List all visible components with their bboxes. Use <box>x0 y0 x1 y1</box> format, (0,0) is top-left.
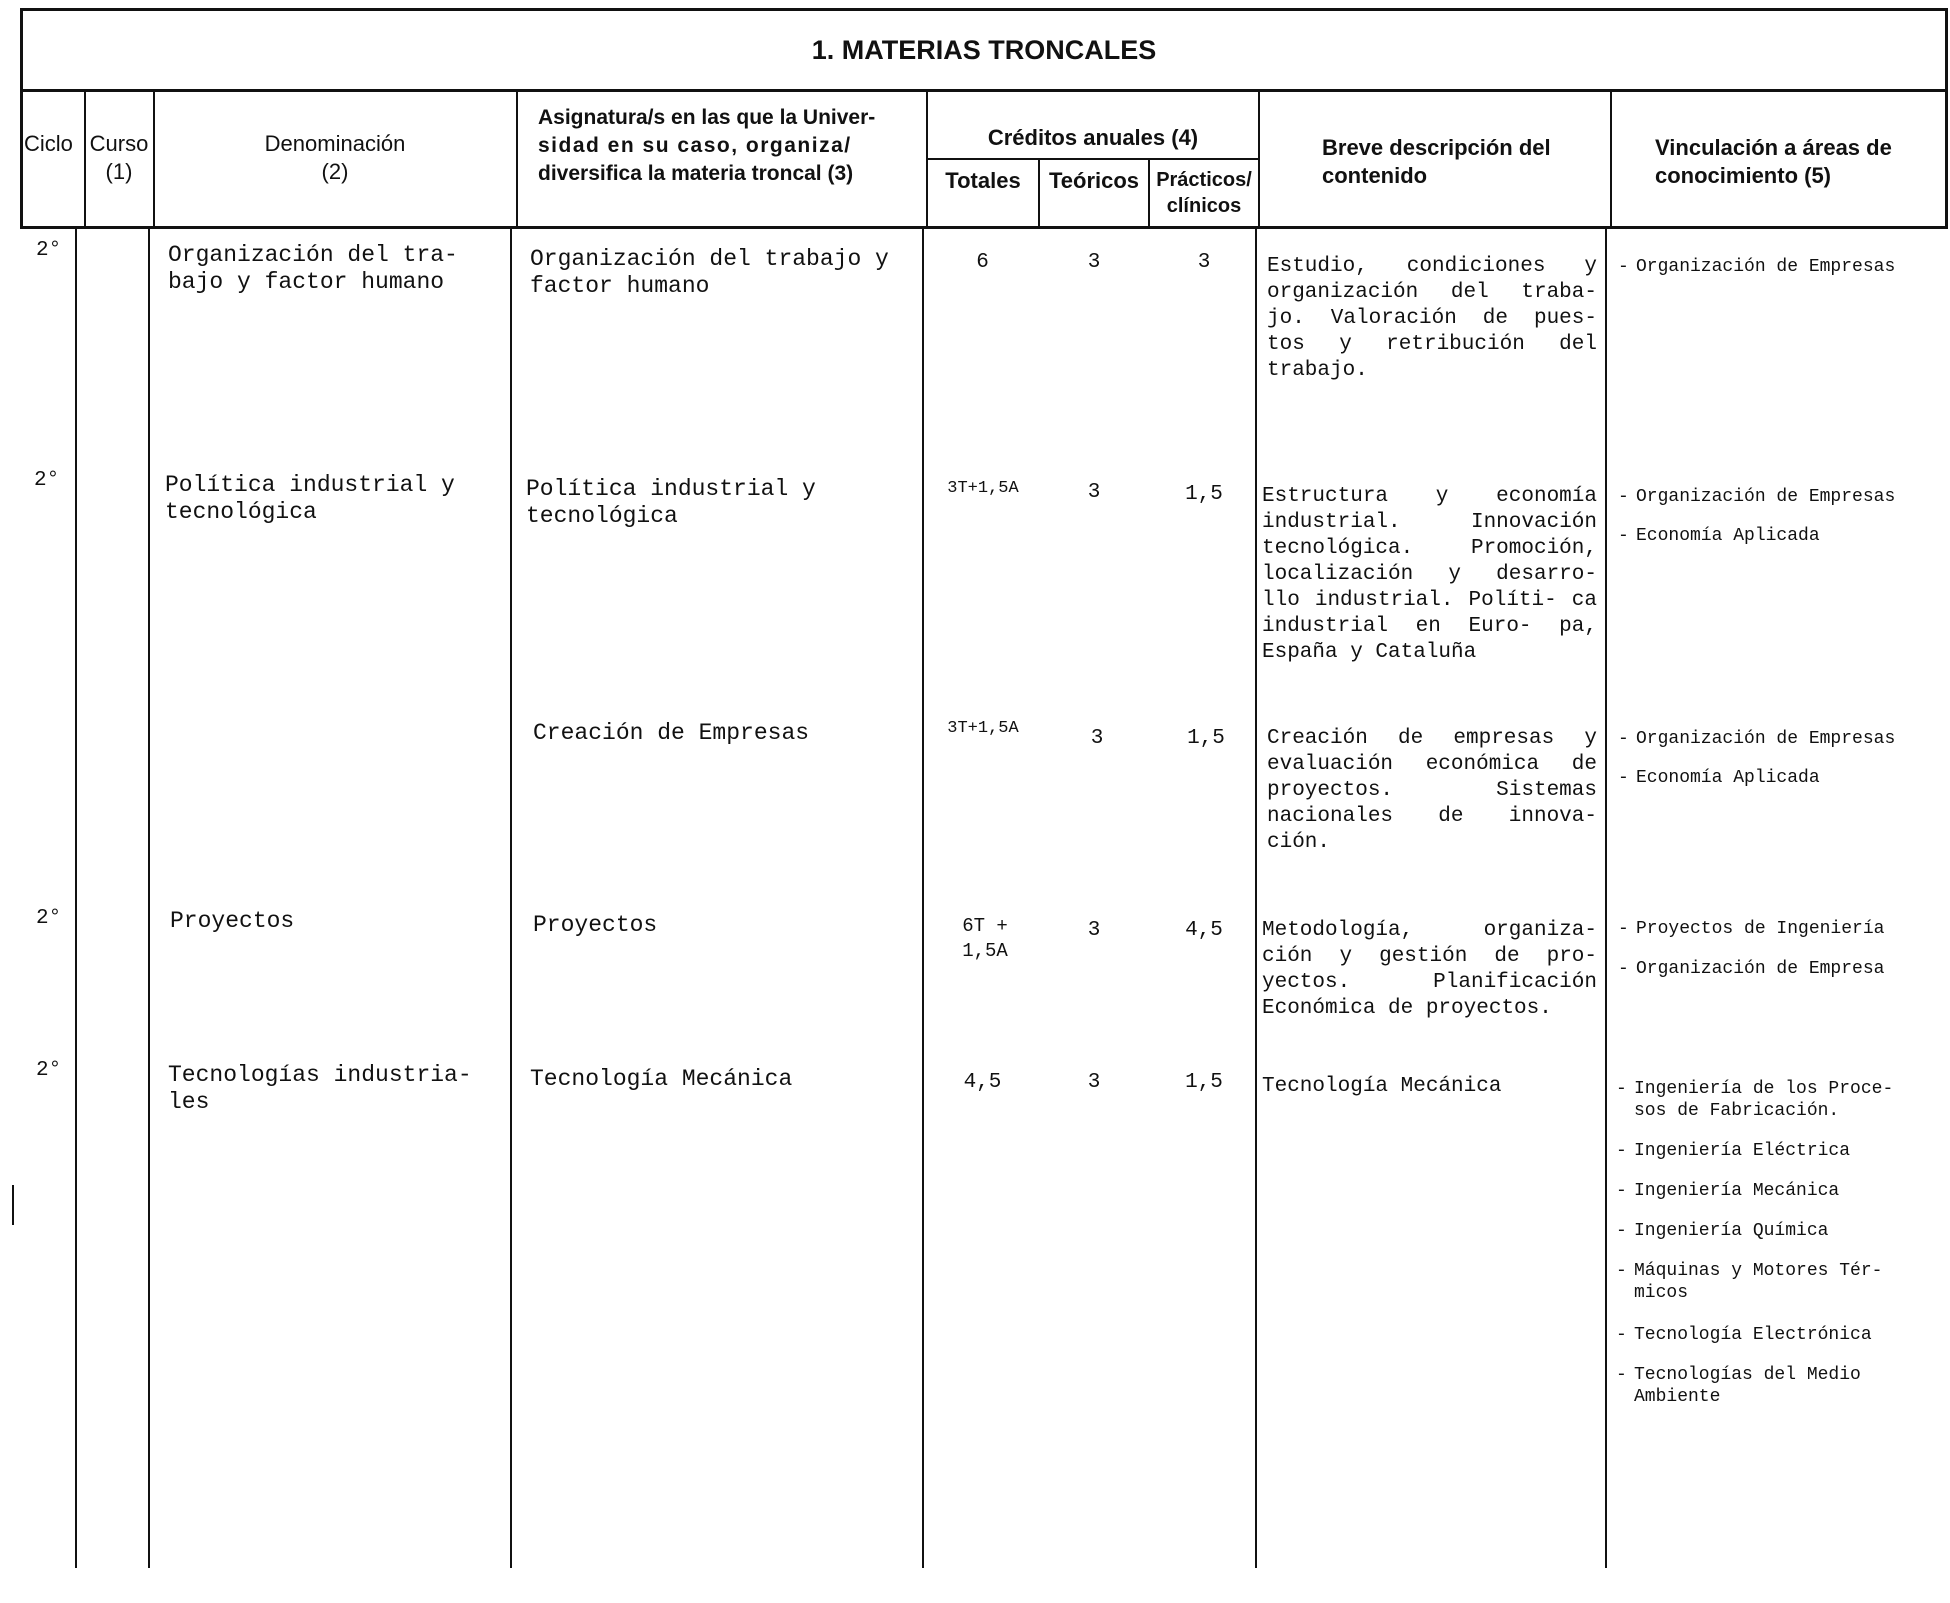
area-label: Economía Aplicada <box>1636 768 1820 788</box>
area-item <box>1618 486 1936 508</box>
asignatura-cell: Política industrial y tecnológica <box>526 476 816 529</box>
area-item <box>1616 1180 1934 1202</box>
header-curso-note: (1) <box>105 159 133 184</box>
header-curso-label: Curso <box>89 131 149 156</box>
denominacion-cell: Proyectos <box>170 908 295 934</box>
area-dash: - <box>1616 1325 1627 1345</box>
practicos-cell: 1,5 <box>1185 1071 1223 1094</box>
totales-cell: 6 <box>976 251 989 274</box>
area-item <box>1616 1220 1934 1242</box>
area-dash: - <box>1618 729 1629 749</box>
teoricos-cell: 3 <box>1087 251 1101 274</box>
area-label: Ingeniería Mecánica <box>1634 1181 1840 1201</box>
totales-cell: 3T+1,5A <box>947 479 1019 498</box>
area-label: Ingeniería Eléctrica <box>1634 1141 1851 1161</box>
title-text: 1. MATERIAS TRONCALES <box>811 35 1157 65</box>
ciclo-cell: 2° <box>34 469 60 492</box>
area-dash: - <box>1616 1261 1627 1281</box>
area-dash: - <box>1618 959 1629 979</box>
header-asignatura-line1: Asignatura/s en las que la Univer- <box>538 106 876 129</box>
area-dash: - <box>1618 768 1629 788</box>
body-sep-2 <box>148 228 150 1568</box>
header-vinculacion-line2: conocimiento (5) <box>1655 163 1832 188</box>
area-dash: - <box>1618 526 1629 546</box>
asignatura-cell: Proyectos <box>533 912 658 938</box>
body-sep-7 <box>12 1185 14 1225</box>
area-dash: - <box>1616 1221 1627 1241</box>
header-curso <box>86 130 152 186</box>
col-sep-asignatura <box>926 90 928 228</box>
header-teoricos: Teóricos <box>1048 168 1140 193</box>
asignatura-cell: Organización del trabajo y factor humano <box>530 246 889 299</box>
header-practicos <box>1150 167 1258 219</box>
ciclo-cell: 2° <box>36 1059 62 1082</box>
teoricos-cell: 3 <box>1090 727 1104 750</box>
area-dash: - <box>1616 1365 1627 1385</box>
area-item <box>1616 1140 1934 1162</box>
descripcion-cell: Tecnología Mecánica <box>1262 1075 1502 1098</box>
header-asignatura-line2: sidad en su caso, organiza/ <box>538 134 852 157</box>
area-dash: - <box>1616 1079 1627 1099</box>
frame-right <box>1945 8 1948 229</box>
header-practicos-line1: Prácticos/ <box>1156 169 1252 191</box>
area-label: Organización de Empresa <box>1636 959 1885 979</box>
col-sep-descripcion <box>1610 90 1612 228</box>
area-item <box>1618 256 1936 278</box>
area-label: Ingeniería Química <box>1634 1221 1829 1241</box>
descripcion-cell: Estudio, condiciones y organización del traba- jo. Valoración de pues- tos y retribución del trabajo. <box>1267 255 1597 382</box>
area-item <box>1618 918 1936 940</box>
asignatura-cell: Tecnología Mecánica <box>530 1066 793 1092</box>
header-denominacion <box>155 130 515 186</box>
ciclo-cell: 2° <box>36 907 62 930</box>
area-label: Ingeniería de los Proce- sos de Fabricación. <box>1634 1079 1894 1121</box>
teoricos-cell: 3 <box>1087 1071 1101 1094</box>
body-sep-1 <box>75 228 77 1568</box>
creditos-sub-rule <box>928 158 1258 160</box>
descripcion-cell: Creación de empresas y evaluación económica de proyectos. Sistemas nacionales de innova- ción. <box>1267 727 1597 854</box>
area-item <box>1616 1364 1934 1408</box>
totales-cell: 6T + 1,5A <box>962 915 1008 962</box>
header-descripcion-line1: Breve descripción del <box>1322 135 1551 160</box>
header-descripcion <box>1322 134 1602 190</box>
header-vinculacion <box>1655 134 1940 190</box>
descripcion-cell: Estructura y economía industrial. Innovación tecnológica. Promoción, localización y desarro- llo industrial. Políti- ca industrial en Euro- pa, España y Cataluña <box>1262 485 1597 664</box>
body-sep-3 <box>510 228 512 1568</box>
teoricos-cell: 3 <box>1087 481 1101 504</box>
header-denominacion-label: Denominación <box>264 131 406 156</box>
header-vinculacion-line1: Vinculación a áreas de <box>1655 135 1892 160</box>
teoricos-cell: 3 <box>1087 919 1101 942</box>
area-label: Proyectos de Ingeniería <box>1636 919 1885 939</box>
denominacion-cell: Tecnologías industria- les <box>168 1062 472 1115</box>
area-item <box>1618 767 1936 789</box>
denominacion-cell: Política industrial y tecnológica <box>165 472 455 525</box>
body-sep-5 <box>1255 228 1257 1568</box>
area-label: Tecnología Electrónica <box>1634 1325 1872 1345</box>
area-item <box>1616 1260 1934 1304</box>
area-item <box>1618 958 1936 980</box>
area-dash: - <box>1616 1181 1627 1201</box>
header-asignatura-line3: diversifica la materia troncal (3) <box>538 162 854 185</box>
denominacion-cell: Organización del tra- bajo y factor humano <box>168 242 458 295</box>
area-label: Máquinas y Motores Tér- micos <box>1634 1261 1883 1303</box>
practicos-cell: 4,5 <box>1185 919 1223 942</box>
area-label: Tecnologías del Medio Ambiente <box>1634 1365 1861 1407</box>
header-bottom-rule <box>20 226 1948 229</box>
frame-left <box>20 8 23 229</box>
totales-cell: 3T+1,5A <box>947 719 1019 738</box>
totales-cell: 4,5 <box>963 1071 1002 1094</box>
descripcion-cell: Metodología, organiza- ción y gestión de pro- yectos. Planificación Económica de proyectos. <box>1262 919 1597 1020</box>
header-practicos-line2: clínicos <box>1166 195 1242 217</box>
area-dash: - <box>1616 1141 1627 1161</box>
area-label: Organización de Empresas <box>1636 729 1896 749</box>
area-label: Economía Aplicada <box>1636 526 1820 546</box>
header-totales: Totales <box>945 168 1021 193</box>
body-sep-6 <box>1605 228 1607 1568</box>
col-sep-denominacion <box>516 90 518 228</box>
area-label: Organización de Empresas <box>1636 257 1896 277</box>
area-item <box>1618 728 1936 750</box>
header-asignatura <box>538 104 918 188</box>
area-dash: - <box>1618 487 1629 507</box>
header-top-rule <box>20 89 1948 92</box>
header-descripcion-line2: contenido <box>1322 163 1428 188</box>
table-title <box>20 8 1948 90</box>
col-sep-practicos <box>1258 90 1260 228</box>
area-dash: - <box>1618 919 1629 939</box>
area-item <box>1618 525 1936 547</box>
ciclo-cell: 2° <box>36 239 62 262</box>
header-creditos: Créditos anuales (4) <box>987 125 1199 150</box>
area-item <box>1616 1324 1934 1346</box>
asignatura-cell: Creación de Empresas <box>533 720 810 746</box>
practicos-cell: 3 <box>1197 251 1211 274</box>
practicos-cell: 1,5 <box>1185 483 1223 506</box>
header-denominacion-note: (2) <box>321 159 349 184</box>
area-dash: - <box>1618 257 1629 277</box>
practicos-cell: 1,5 <box>1187 727 1225 750</box>
header-ciclo: Ciclo <box>24 131 73 156</box>
area-label: Organización de Empresas <box>1636 487 1896 507</box>
area-item <box>1616 1078 1934 1122</box>
body-sep-4 <box>922 228 924 1568</box>
